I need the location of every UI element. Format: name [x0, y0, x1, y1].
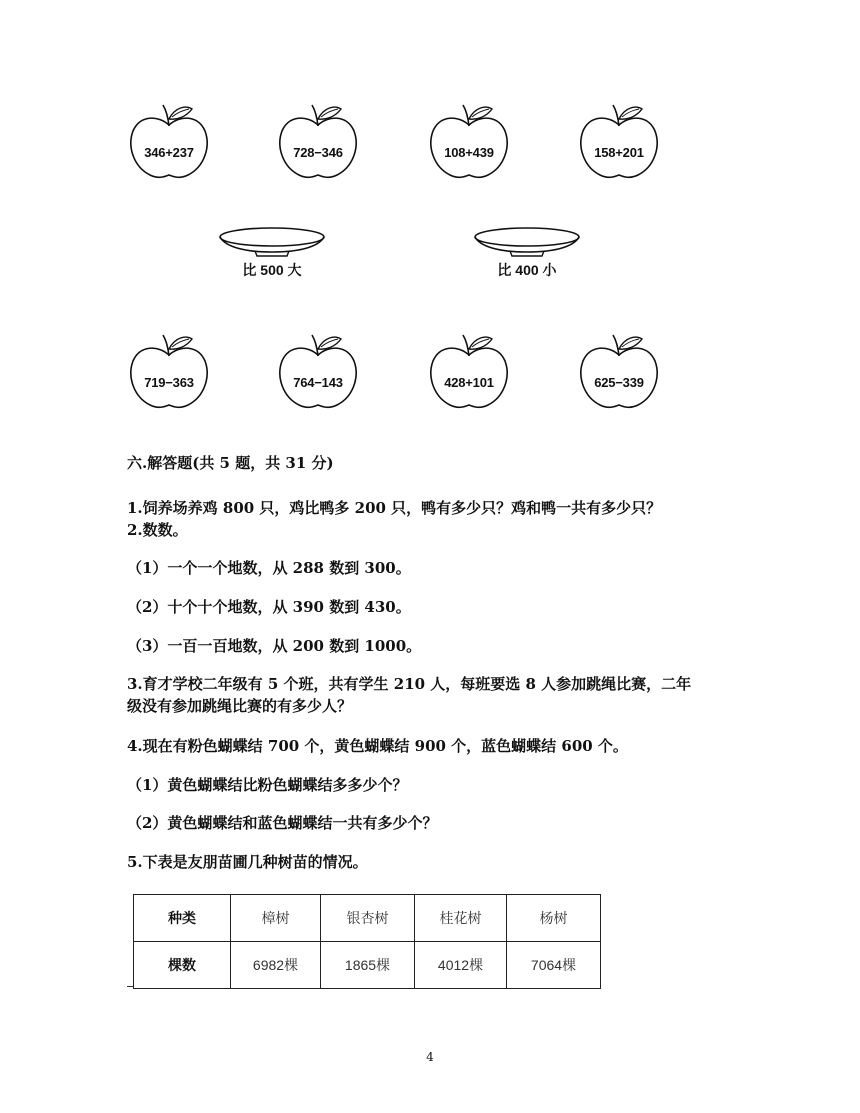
table-cell: 樟树 [231, 895, 321, 942]
question-4: 4.现在有粉色蝴蝶结 700 个，黄色蝴蝶结 900 个，蓝色蝴蝶结 600 个。 [127, 737, 628, 755]
apple-card [578, 103, 660, 183]
apple-icon [128, 333, 210, 413]
table-cell: 7064棵 [507, 942, 601, 989]
apple-icon [428, 333, 510, 413]
apple-card [128, 103, 210, 183]
apple-card [578, 333, 660, 413]
plate-label: 比 400 小 [497, 262, 557, 278]
question-2-part-1: （1）一个一个地数，从 288 数到 300。 [127, 559, 411, 577]
question-3-line-1: 3.育才学校二年级有 5 个班，共有学生 210 人，每班要选 8 人参加跳绳比赛，二年 [127, 675, 692, 693]
apple-expression: 158+201 [594, 145, 644, 160]
plate-less-than [472, 226, 582, 286]
apple-icon [277, 103, 359, 183]
plate-icon [217, 226, 327, 258]
apple-card [277, 333, 359, 413]
question-2: 2.数数。 [127, 521, 188, 539]
question-5: 5.下表是友朋苗圃几种树苗的情况。 [127, 853, 368, 871]
question-2-part-2: （2）十个十个地数，从 390 数到 430。 [127, 598, 411, 616]
apple-icon [277, 333, 359, 413]
table-row [134, 895, 601, 942]
apple-card [128, 333, 210, 413]
table-cell: 棵数 [134, 942, 231, 989]
apple-card [428, 333, 510, 413]
apple-expression: 108+439 [444, 145, 494, 160]
question-3-line-2: 级没有参加跳绳比赛的有多少人？ [127, 697, 353, 715]
table-cell: 杨树 [507, 895, 601, 942]
table-cell: 桂花树 [415, 895, 507, 942]
plate-icon [472, 226, 582, 258]
table-cell: 6982棵 [231, 942, 321, 989]
apple-icon [578, 103, 660, 183]
table-cell: 1865棵 [321, 942, 415, 989]
table-cell: 种类 [134, 895, 231, 942]
plate-label: 比 500 大 [242, 262, 302, 278]
apple-card [428, 103, 510, 183]
apple-expression: 719−363 [144, 375, 194, 390]
apple-card [277, 103, 359, 183]
tree-table [133, 894, 601, 989]
page-number: 4 [426, 1050, 434, 1064]
underline-mark [127, 986, 133, 987]
apple-icon [128, 103, 210, 183]
apple-expression: 764−143 [293, 375, 343, 390]
question-4-part-2: （2）黄色蝴蝶结和蓝色蝴蝶结一共有多少个？ [127, 814, 438, 832]
apple-expression: 728−346 [293, 145, 343, 160]
question-4-part-1: （1）黄色蝴蝶结比粉色蝴蝶结多多少个？ [127, 776, 408, 794]
section-title: 六.解答题(共 5 题，共 31 分) [127, 454, 334, 472]
question-1: 1.饲养场养鸡 800 只，鸡比鸭多 200 只，鸭有多少只？鸡和鸭一共有多少只？ [127, 499, 662, 517]
apple-expression: 428+101 [444, 375, 494, 390]
apple-expression: 346+237 [144, 145, 194, 160]
apple-icon [578, 333, 660, 413]
plate-greater-than [217, 226, 327, 286]
table-row [134, 942, 601, 989]
table-cell: 银杏树 [321, 895, 415, 942]
apple-icon [428, 103, 510, 183]
question-2-part-3: （3）一百一百地数，从 200 数到 1000。 [127, 637, 422, 655]
table-cell: 4012棵 [415, 942, 507, 989]
apple-expression: 625−339 [594, 375, 644, 390]
